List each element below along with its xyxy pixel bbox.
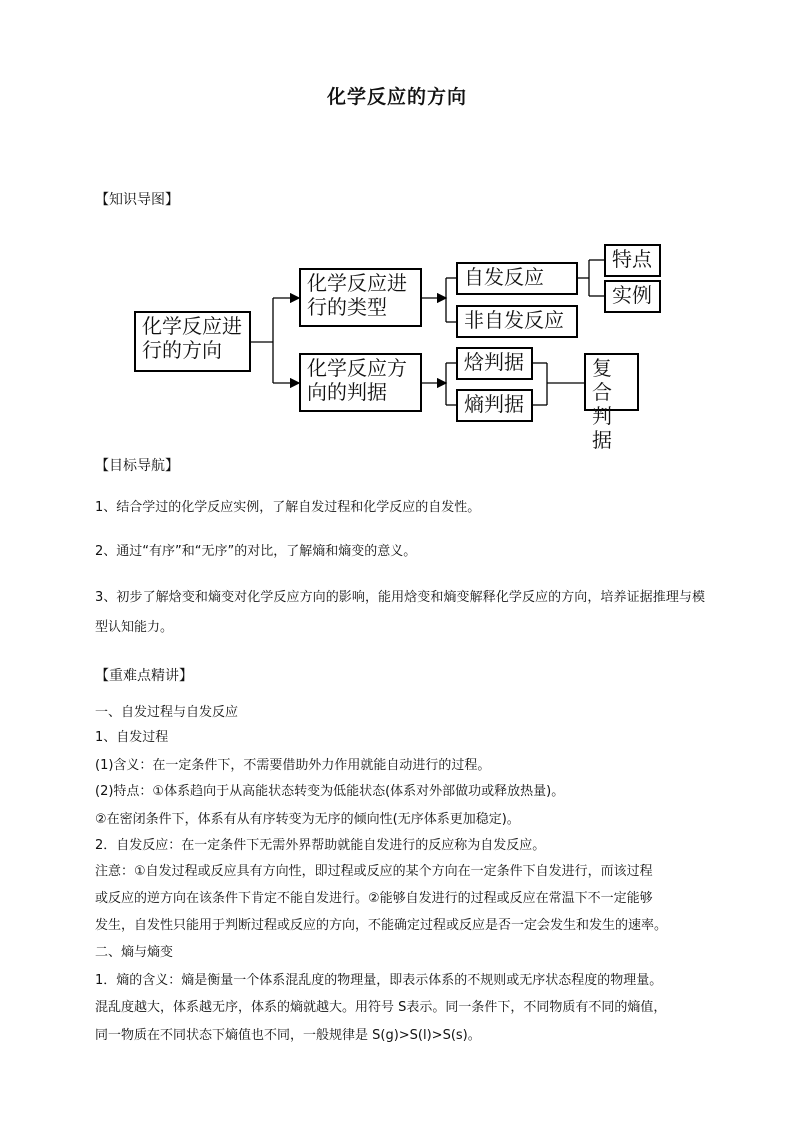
node-criteria-line2: 向的判据 bbox=[307, 380, 387, 404]
content-line: 同一物质在不同状态下熵值也不同，一般规律是 S(g)>S(l)>S(s)。 bbox=[95, 1028, 481, 1043]
node-composite-line2: 判据 bbox=[592, 404, 612, 452]
node-nonspontaneous: 非自发反应 bbox=[456, 305, 578, 338]
subheading-process: 1、自发过程 bbox=[95, 730, 169, 745]
node-enthalpy: 焓判据 bbox=[456, 347, 533, 380]
page-title: 化学反应的方向 bbox=[326, 86, 467, 108]
objective-item: 2、通过“有序”和“无序”的对比，了解熵和熵变的意义。 bbox=[95, 544, 417, 559]
node-examples: 实例 bbox=[604, 280, 661, 313]
content-line: 注意：①自发过程或反应具有方向性，即过程或反应的某个方向在一定条件下自发进行，而该过程 bbox=[95, 864, 653, 879]
node-types-line1: 化学反应进 bbox=[307, 271, 407, 295]
content-line: 混乱度越大，体系越无序，体系的熵就越大。用符号 S表示。同一条件下，不同物质有不同的熵值， bbox=[95, 1000, 667, 1015]
objective-item: 1、结合学过的化学反应实例，了解自发过程和化学反应的自发性。 bbox=[95, 500, 481, 515]
content-line: 2．自发反应：在一定条件下无需外界帮助就能自发进行的反应称为自发反应。 bbox=[95, 838, 546, 853]
node-features: 特点 bbox=[604, 244, 661, 277]
content-line: 发生，自发性只能用于判断过程或反应的方向，不能确定过程或反应是否一定会发生和发生的速率。 bbox=[95, 918, 668, 933]
node-types-line2: 行的类型 bbox=[307, 295, 387, 319]
knowledge-map-diagram bbox=[0, 230, 794, 452]
node-root-line2: 行的方向 bbox=[142, 338, 222, 362]
node-criteria-line1: 化学反应方 bbox=[307, 356, 407, 380]
node-criteria bbox=[299, 353, 422, 412]
node-root bbox=[134, 311, 251, 372]
content-line: (1)含义：在一定条件下，不需要借助外力作用就能自动进行的过程。 bbox=[95, 758, 491, 773]
heading-spontaneous: 一、自发过程与自发反应 bbox=[95, 705, 239, 720]
node-composite bbox=[584, 353, 639, 452]
objective-item: 3、初步了解焓变和熵变对化学反应方向的影响，能用焓变和熵变解释化学反应的方向，培养证据推理与模型认知能力。 bbox=[95, 590, 705, 635]
section-knowledge-map: 【知识导图】 bbox=[95, 192, 179, 208]
node-composite-line1: 复合 bbox=[592, 356, 612, 404]
section-objectives: 【目标导航】 bbox=[95, 458, 179, 474]
node-spontaneous: 自发反应 bbox=[456, 262, 578, 295]
node-entropy: 熵判据 bbox=[456, 389, 533, 422]
content-line: 1．熵的含义：熵是衡量一个体系混乱度的物理量，即表示体系的不规则或无序状态程度的物理量。 bbox=[95, 973, 663, 988]
content-line: ②在密闭条件下，体系有从有序转变为无序的倾向性(无序体系更加稳定)。 bbox=[95, 812, 520, 827]
node-types bbox=[299, 268, 422, 327]
content-line: (2)特点：①体系趋向于从高能状态转变为低能状态(体系对外部做功或释放热量)。 bbox=[95, 784, 565, 799]
heading-entropy: 二、熵与熵变 bbox=[95, 945, 174, 960]
content-line: 或反应的逆方向在该条件下肯定不能自发进行。②能够自发进行的过程或反应在常温下不一定能够 bbox=[95, 891, 653, 906]
section-key-points: 【重难点精讲】 bbox=[95, 668, 193, 684]
node-root-line1: 化学反应进 bbox=[142, 314, 242, 338]
